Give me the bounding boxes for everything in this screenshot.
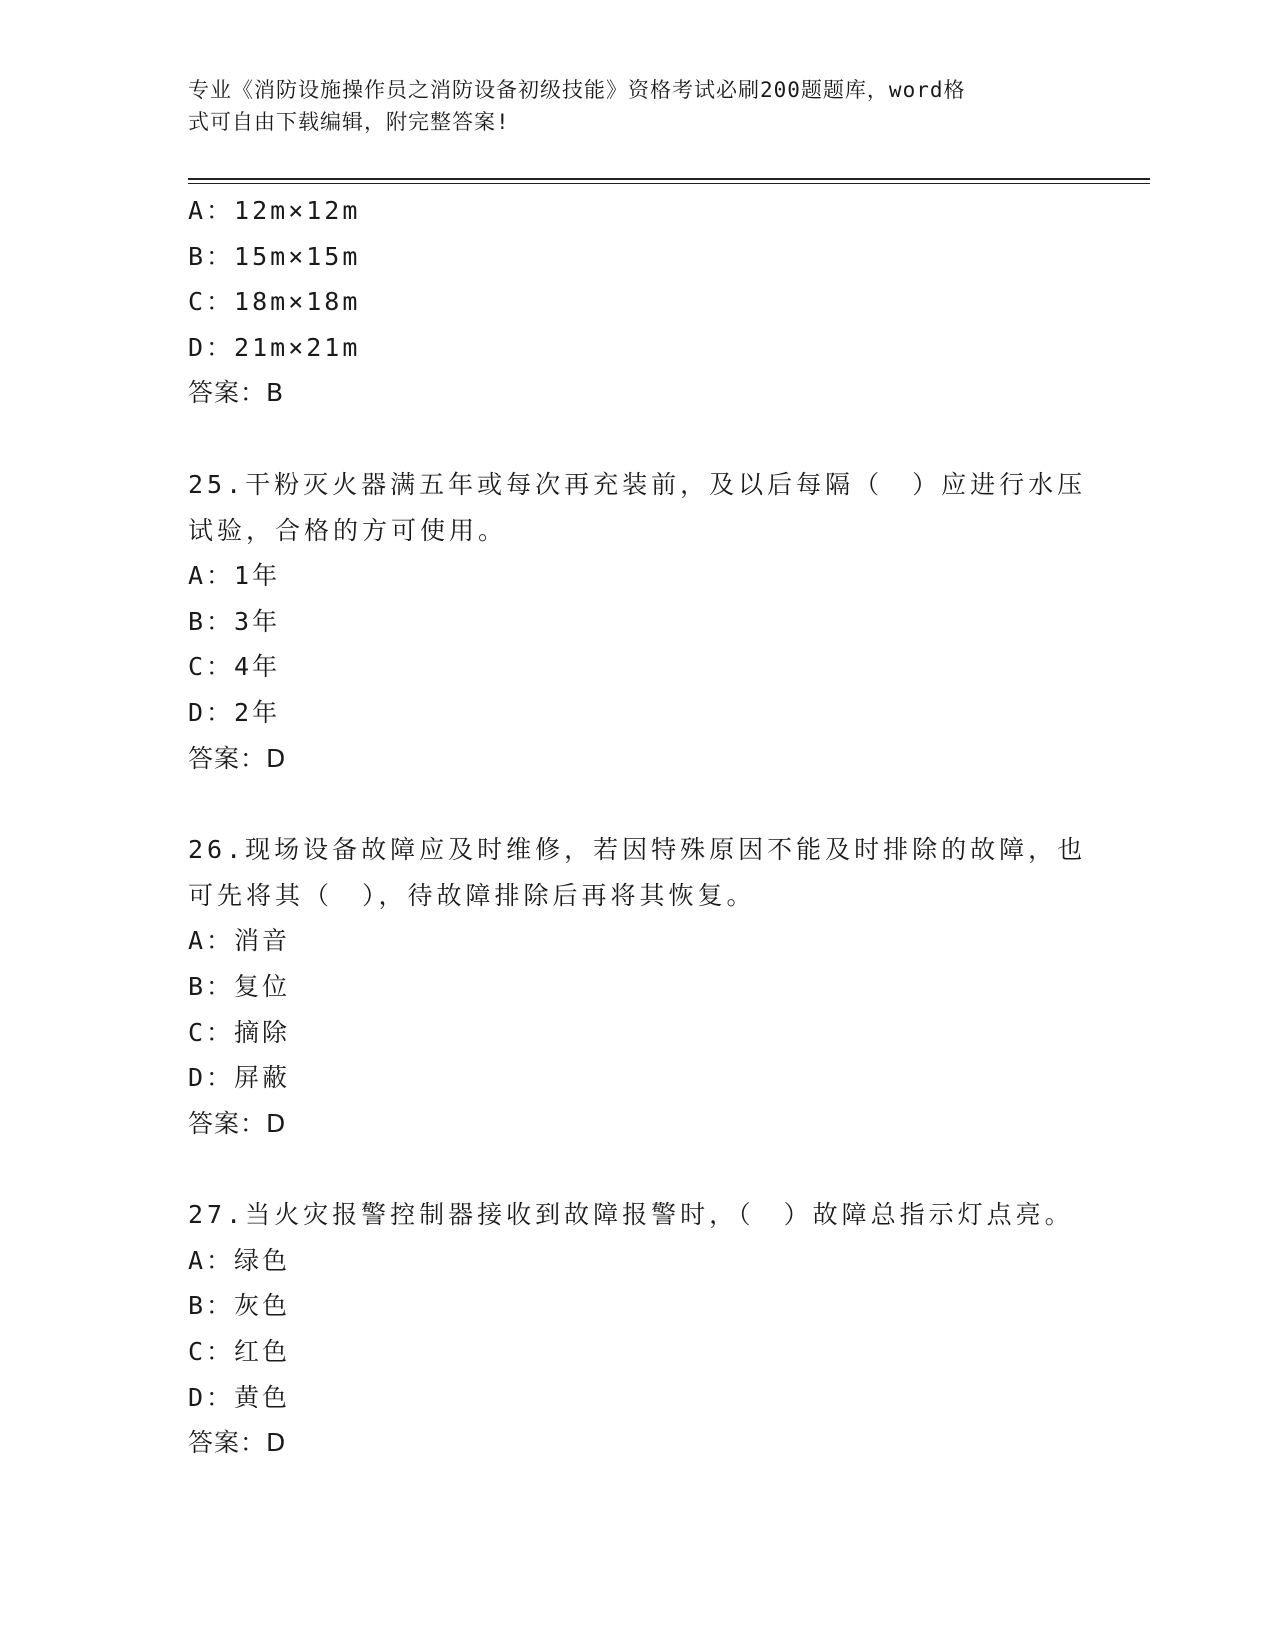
- question-text-line-2: 试验，合格的方可使用。: [188, 515, 508, 545]
- question-text-line-1: 27.当火灾报警控制器接收到故障报警时，（ ）故障总指示灯点亮。: [188, 1200, 1074, 1230]
- header-divider-thin: [188, 183, 1150, 184]
- option-b: B：灰色: [188, 1291, 291, 1321]
- option-d: D：21m×21m: [188, 332, 361, 362]
- question-24: [188, 188, 1088, 416]
- option-b: B：15m×15m: [188, 241, 361, 271]
- option-d: D：黄色: [188, 1382, 291, 1412]
- option-a: A：消音: [188, 926, 291, 956]
- question-text-line-1: 25.干粉灭火器满五年或每次再充装前，及以后每隔（ ）应进行水压: [188, 469, 1087, 499]
- question-26: [188, 827, 1088, 1146]
- option-a: A：12m×12m: [188, 196, 361, 225]
- answer: 答案：B: [188, 378, 285, 408]
- header-divider-thick: [188, 178, 1150, 180]
- option-c: C：4年: [188, 652, 281, 682]
- answer: 答案：D: [188, 1428, 287, 1458]
- question-text-line-2: 可先将其（ ），待故障排除后再将其恢复。: [188, 880, 756, 910]
- question-list: [188, 188, 1088, 1466]
- option-b: B：3年: [188, 606, 281, 636]
- question-27: [188, 1192, 1088, 1466]
- answer: 答案：D: [188, 743, 287, 773]
- header-line-1: 专业《消防设施操作员之消防设备初级技能》资格考试必刷200题题库，word格: [188, 78, 966, 102]
- option-c: C：18m×18m: [188, 287, 361, 317]
- answer: 答案：D: [188, 1108, 287, 1138]
- document-header: [188, 74, 1068, 138]
- option-a: A：1年: [188, 561, 281, 591]
- option-b: B：复位: [188, 971, 291, 1001]
- option-c: C：红色: [188, 1337, 291, 1367]
- question-25: [188, 462, 1088, 781]
- header-line-2: 式可自由下载编辑，附完整答案!: [188, 110, 510, 134]
- option-a: A：绿色: [188, 1245, 291, 1275]
- option-d: D：2年: [188, 697, 281, 727]
- question-text-line-1: 26.现场设备故障应及时维修，若因特殊原因不能及时排除的故障，也: [188, 835, 1087, 865]
- option-c: C：摘除: [188, 1017, 291, 1047]
- option-d: D：屏蔽: [188, 1063, 291, 1093]
